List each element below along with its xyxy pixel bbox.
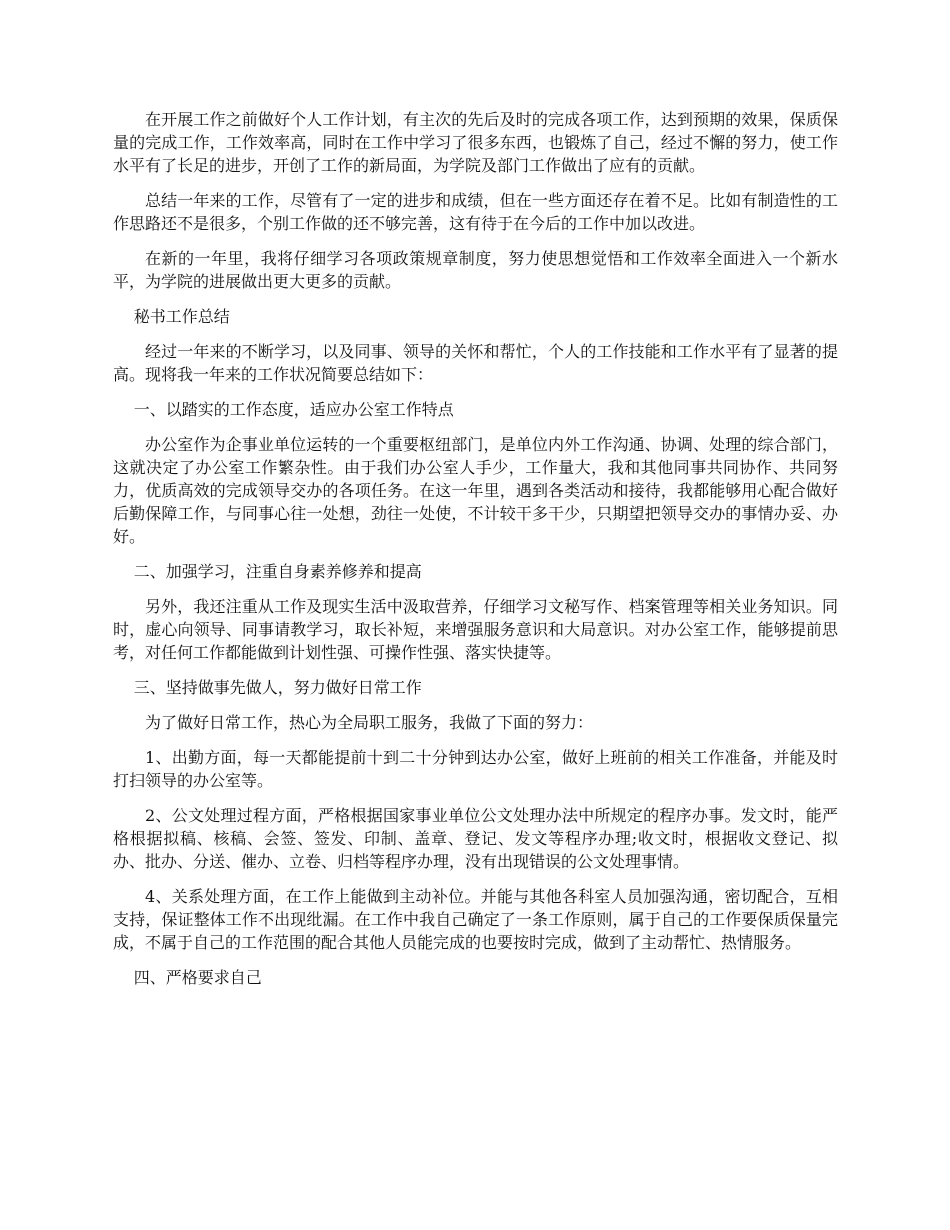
paragraph-intro: 经过一年来的不断学习，以及同事、领导的关怀和帮忙，个人的工作技能和工作水平有了显著的提高。现将我一年来的工作状况简要总结如下：	[113, 342, 838, 384]
paragraph-daily-work: 为了做好日常工作，热心为全局职工服务，我做了下面的努力：	[145, 713, 594, 732]
section-title: 秘书工作总结	[133, 307, 230, 326]
heading-1: 一、以踏实的工作态度，适应办公室工作特点	[133, 400, 454, 419]
heading-4: 四、严格要求自己	[133, 968, 262, 987]
paragraph-new-year: 在新的一年里，我将仔细学习各项政策规章制度，努力使思想觉悟和工作效率全面进入一个新水平，为学院的进展做出更大更多的贡献。	[113, 249, 838, 291]
paragraph-work-plan: 在开展工作之前做好个人工作计划，有主次的先后及时的完成各项工作，达到预期的效果，保质保量的完成工作，工作效率高，同时在工作中学习了很多东西，也锻炼了自己，经过不懈的努力，使工作水平有了长足的进步，开创了工作的新局面，为学院及部门工作做出了应有的贡献。	[113, 110, 838, 175]
heading-2: 二、加强学习，注重自身素养修养和提高	[133, 562, 422, 581]
paragraph-attendance: 1、出勤方面，每一天都能提前十到二十分钟到达办公室，做好上班前的相关工作准备，并能及时打扫领导的办公室等。	[113, 748, 838, 790]
paragraph-learning: 另外，我还注重从工作及现实生活中汲取营养，仔细学习文秘写作、档案管理等相关业务知识。同时，虚心向领导、同事请教学习，取长补短，来增强服务意识和大局意识。对办公室工作，能够提前思考，对任何工作都能做到计划性强、可操作性强、落实快捷等。	[113, 597, 838, 662]
paragraph-office-role: 办公室作为企事业单位运转的一个重要枢纽部门，是单位内外工作沟通、协调、处理的综合部门，这就决定了办公室工作繁杂性。由于我们办公室人手少，工作量大，我和其他同事共同协作、共同努力，优质高效的完成领导交办的各项任务。在这一年里，遇到各类活动和接待，我都能够用心配合做好后勤保障工作，与同事心往一处想，劲往一处使，不计较干多干少，只期望把领导交办的事情办妥、办好。	[113, 435, 838, 546]
paragraph-year-summary: 总结一年来的工作，尽管有了一定的进步和成绩，但在一些方面还存在着不足。比如有制造性的工作思路还不是很多，个别工作做的还不够完善，这有待于在今后的工作中加以改进。	[113, 191, 838, 233]
paragraph-document-handling: 2、公文处理过程方面，严格根据国家事业单位公文处理办法中所规定的程序办事。发文时，能严格根据拟稿、核稿、会签、签发、印制、盖章、登记、发文等程序办理;收文时，根据收文登记、拟办、批办、分送、催办、立卷、归档等程序办理，没有出现错误的公文处理事情。	[113, 806, 838, 871]
heading-3: 三、坚持做事先做人，努力做好日常工作	[133, 678, 422, 697]
document-body	[113, 108, 838, 1001]
paragraph-relations: 4、关系处理方面，在工作上能做到主动补位。并能与其他各科室人员加强沟通，密切配合，互相支持，保证整体工作不出现纰漏。在工作中我自己确定了一条工作原则，属于自己的工作要保质保量完成，不属于自己的工作范围的配合其他人员能完成的也要按时完成，做到了主动帮忙、热情服务。	[113, 887, 838, 952]
